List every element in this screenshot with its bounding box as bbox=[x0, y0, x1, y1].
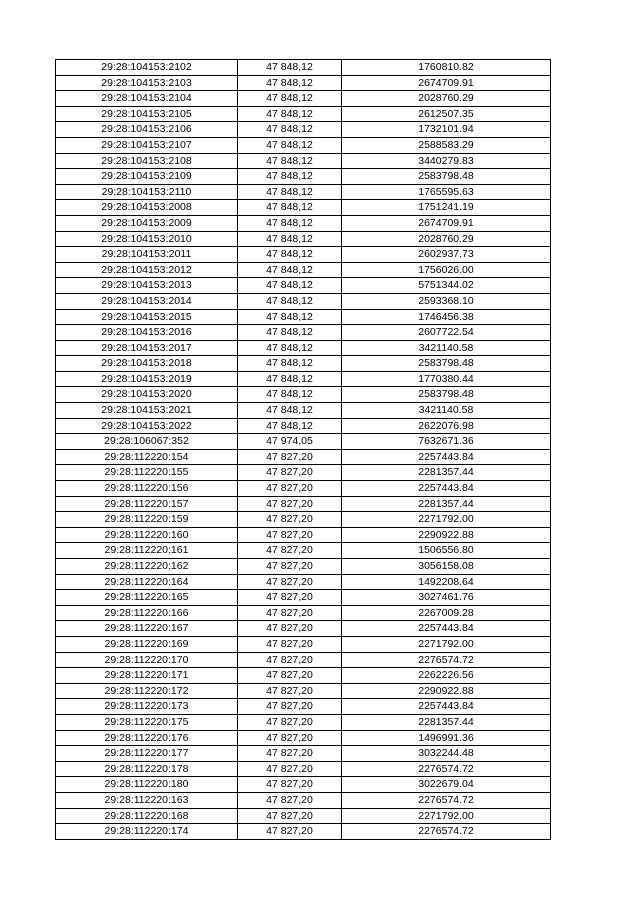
cadastral-number-cell: 29:28:104153:2017 bbox=[56, 340, 238, 356]
cadastral-number-cell: 29:28:112220:163 bbox=[56, 792, 238, 808]
cadastral-number-cell: 29:28:112220:176 bbox=[56, 730, 238, 746]
cadastral-number-cell: 29:28:112220:157 bbox=[56, 496, 238, 512]
total-value-cell: 1496991.36 bbox=[342, 730, 551, 746]
unit-value-cell: 47 827,20 bbox=[238, 636, 342, 652]
unit-value-cell: 47 848,12 bbox=[238, 309, 342, 325]
table-row bbox=[56, 605, 551, 621]
unit-value-cell: 47 827,20 bbox=[238, 465, 342, 481]
unit-value-cell: 47 848,12 bbox=[238, 75, 342, 91]
total-value-cell: 2674709.91 bbox=[342, 215, 551, 231]
cadastral-number-cell: 29:28:104153:2013 bbox=[56, 278, 238, 294]
cadastral-number-cell: 29:28:112220:175 bbox=[56, 714, 238, 730]
total-value-cell: 3421140.58 bbox=[342, 340, 551, 356]
cadastral-number-cell: 29:28:112220:156 bbox=[56, 481, 238, 497]
unit-value-cell: 47 848,12 bbox=[238, 247, 342, 263]
table-row bbox=[56, 574, 551, 590]
total-value-cell: 2583798.48 bbox=[342, 356, 551, 372]
table-row bbox=[56, 137, 551, 153]
cadastral-number-cell: 29:28:104153:2008 bbox=[56, 200, 238, 216]
unit-value-cell: 47 827,20 bbox=[238, 699, 342, 715]
total-value-cell: 1756026.00 bbox=[342, 262, 551, 278]
total-value-cell: 2276574.72 bbox=[342, 761, 551, 777]
unit-value-cell: 47 827,20 bbox=[238, 824, 342, 840]
unit-value-cell: 47 848,12 bbox=[238, 387, 342, 403]
cadastral-number-cell: 29:28:112220:160 bbox=[56, 527, 238, 543]
table-row bbox=[56, 340, 551, 356]
table-row bbox=[56, 714, 551, 730]
unit-value-cell: 47 827,20 bbox=[238, 543, 342, 559]
unit-value-cell: 47 848,12 bbox=[238, 356, 342, 372]
unit-value-cell: 47 848,12 bbox=[238, 403, 342, 419]
table-row bbox=[56, 808, 551, 824]
cadastral-number-cell: 29:28:112220:161 bbox=[56, 543, 238, 559]
cadastral-number-cell: 29:28:112220:167 bbox=[56, 621, 238, 637]
unit-value-cell: 47 848,12 bbox=[238, 106, 342, 122]
total-value-cell: 3056158.08 bbox=[342, 559, 551, 575]
cadastral-number-cell: 29:28:112220:177 bbox=[56, 746, 238, 762]
cadastral-number-cell: 29:28:112220:162 bbox=[56, 559, 238, 575]
unit-value-cell: 47 827,20 bbox=[238, 746, 342, 762]
unit-value-cell: 47 848,12 bbox=[238, 340, 342, 356]
total-value-cell: 3440279.83 bbox=[342, 153, 551, 169]
unit-value-cell: 47 827,20 bbox=[238, 683, 342, 699]
unit-value-cell: 47 974,05 bbox=[238, 434, 342, 450]
cadastral-number-cell: 29:28:112220:164 bbox=[56, 574, 238, 590]
cadastral-number-cell: 29:28:104153:2011 bbox=[56, 247, 238, 263]
table-row bbox=[56, 496, 551, 512]
total-value-cell: 2588583.29 bbox=[342, 137, 551, 153]
table-row bbox=[56, 559, 551, 575]
cadastral-number-cell: 29:28:104153:2022 bbox=[56, 418, 238, 434]
unit-value-cell: 47 848,12 bbox=[238, 418, 342, 434]
cadastral-number-cell: 29:28:112220:155 bbox=[56, 465, 238, 481]
cadastral-number-cell: 29:28:104153:2109 bbox=[56, 169, 238, 185]
unit-value-cell: 47 827,20 bbox=[238, 605, 342, 621]
unit-value-cell: 47 848,12 bbox=[238, 153, 342, 169]
unit-value-cell: 47 848,12 bbox=[238, 60, 342, 76]
unit-value-cell: 47 848,12 bbox=[238, 91, 342, 107]
table-row bbox=[56, 652, 551, 668]
unit-value-cell: 47 848,12 bbox=[238, 262, 342, 278]
unit-value-cell: 47 827,20 bbox=[238, 481, 342, 497]
total-value-cell: 2257443.84 bbox=[342, 621, 551, 637]
unit-value-cell: 47 827,20 bbox=[238, 652, 342, 668]
table-row bbox=[56, 527, 551, 543]
cadastral-number-cell: 29:28:104153:2107 bbox=[56, 137, 238, 153]
total-value-cell: 2583798.48 bbox=[342, 169, 551, 185]
unit-value-cell: 47 827,20 bbox=[238, 574, 342, 590]
table-row bbox=[56, 75, 551, 91]
table-row bbox=[56, 621, 551, 637]
total-value-cell: 2257443.84 bbox=[342, 449, 551, 465]
cadastral-number-cell: 29:28:112220:168 bbox=[56, 808, 238, 824]
total-value-cell: 2271792.00 bbox=[342, 808, 551, 824]
cadastral-number-cell: 29:28:112220:169 bbox=[56, 636, 238, 652]
unit-value-cell: 47 848,12 bbox=[238, 278, 342, 294]
total-value-cell: 2028760.29 bbox=[342, 91, 551, 107]
table-row bbox=[56, 122, 551, 138]
total-value-cell: 2290922.88 bbox=[342, 683, 551, 699]
unit-value-cell: 47 848,12 bbox=[238, 293, 342, 309]
table-row bbox=[56, 356, 551, 372]
table-row bbox=[56, 699, 551, 715]
total-value-cell: 2257443.84 bbox=[342, 481, 551, 497]
table-row bbox=[56, 481, 551, 497]
table-row bbox=[56, 730, 551, 746]
total-value-cell: 2281357.44 bbox=[342, 714, 551, 730]
table-row bbox=[56, 543, 551, 559]
cadastral-number-cell: 29:28:104153:2009 bbox=[56, 215, 238, 231]
table-row bbox=[56, 169, 551, 185]
table-row bbox=[56, 512, 551, 528]
total-value-cell: 2267009.28 bbox=[342, 605, 551, 621]
total-value-cell: 3032244.48 bbox=[342, 746, 551, 762]
cadastral-number-cell: 29:28:112220:165 bbox=[56, 590, 238, 606]
total-value-cell: 1506556.80 bbox=[342, 543, 551, 559]
unit-value-cell: 47 827,20 bbox=[238, 449, 342, 465]
cadastral-number-cell: 29:28:104153:2108 bbox=[56, 153, 238, 169]
total-value-cell: 3022679.04 bbox=[342, 777, 551, 793]
table-row bbox=[56, 777, 551, 793]
cadastral-number-cell: 29:28:104153:2019 bbox=[56, 371, 238, 387]
table-row bbox=[56, 60, 551, 76]
total-value-cell: 2276574.72 bbox=[342, 792, 551, 808]
table-row bbox=[56, 153, 551, 169]
table-row bbox=[56, 247, 551, 263]
total-value-cell: 1492208.64 bbox=[342, 574, 551, 590]
table-row bbox=[56, 184, 551, 200]
table-row bbox=[56, 746, 551, 762]
table-row bbox=[56, 792, 551, 808]
cadastral-number-cell: 29:28:112220:166 bbox=[56, 605, 238, 621]
unit-value-cell: 47 827,20 bbox=[238, 761, 342, 777]
cadastral-number-cell: 29:28:104153:2020 bbox=[56, 387, 238, 403]
table-row bbox=[56, 91, 551, 107]
table-row bbox=[56, 309, 551, 325]
cadastral-number-cell: 29:28:106067:352 bbox=[56, 434, 238, 450]
cadastral-number-cell: 29:28:104153:2105 bbox=[56, 106, 238, 122]
total-value-cell: 2262226.56 bbox=[342, 668, 551, 684]
table-row bbox=[56, 434, 551, 450]
total-value-cell: 2583798.48 bbox=[342, 387, 551, 403]
unit-value-cell: 47 827,20 bbox=[238, 808, 342, 824]
unit-value-cell: 47 827,20 bbox=[238, 527, 342, 543]
unit-value-cell: 47 848,12 bbox=[238, 231, 342, 247]
cadastral-number-cell: 29:28:104153:2103 bbox=[56, 75, 238, 91]
table-row bbox=[56, 449, 551, 465]
unit-value-cell: 47 827,20 bbox=[238, 792, 342, 808]
cadastral-number-cell: 29:28:104153:2110 bbox=[56, 184, 238, 200]
table-row bbox=[56, 403, 551, 419]
unit-value-cell: 47 827,20 bbox=[238, 590, 342, 606]
total-value-cell: 2674709.91 bbox=[342, 75, 551, 91]
total-value-cell: 2276574.72 bbox=[342, 652, 551, 668]
unit-value-cell: 47 848,12 bbox=[238, 184, 342, 200]
table-row bbox=[56, 278, 551, 294]
total-value-cell: 2276574.72 bbox=[342, 824, 551, 840]
cadastral-number-cell: 29:28:112220:172 bbox=[56, 683, 238, 699]
cadastral-number-cell: 29:28:104153:2104 bbox=[56, 91, 238, 107]
total-value-cell: 2602937.73 bbox=[342, 247, 551, 263]
unit-value-cell: 47 848,12 bbox=[238, 137, 342, 153]
unit-value-cell: 47 848,12 bbox=[238, 325, 342, 341]
total-value-cell: 2028760.29 bbox=[342, 231, 551, 247]
cadastral-number-cell: 29:28:104153:2016 bbox=[56, 325, 238, 341]
total-value-cell: 2271792.00 bbox=[342, 512, 551, 528]
total-value-cell: 1760810.82 bbox=[342, 60, 551, 76]
unit-value-cell: 47 827,20 bbox=[238, 512, 342, 528]
cadastral-number-cell: 29:28:112220:171 bbox=[56, 668, 238, 684]
unit-value-cell: 47 827,20 bbox=[238, 714, 342, 730]
table-row bbox=[56, 106, 551, 122]
table-row bbox=[56, 683, 551, 699]
cadastral-number-cell: 29:28:112220:170 bbox=[56, 652, 238, 668]
cadastral-number-cell: 29:28:104153:2012 bbox=[56, 262, 238, 278]
table-row bbox=[56, 387, 551, 403]
cadastral-value-table bbox=[55, 59, 551, 840]
table-row bbox=[56, 590, 551, 606]
unit-value-cell: 47 827,20 bbox=[238, 621, 342, 637]
table-row bbox=[56, 262, 551, 278]
total-value-cell: 2281357.44 bbox=[342, 496, 551, 512]
total-value-cell: 2607722.54 bbox=[342, 325, 551, 341]
total-value-cell: 1746456.38 bbox=[342, 309, 551, 325]
total-value-cell: 1765595.63 bbox=[342, 184, 551, 200]
table-row bbox=[56, 293, 551, 309]
total-value-cell: 2593368.10 bbox=[342, 293, 551, 309]
cadastral-number-cell: 29:28:104153:2102 bbox=[56, 60, 238, 76]
table-body bbox=[56, 60, 551, 840]
unit-value-cell: 47 827,20 bbox=[238, 777, 342, 793]
total-value-cell: 2290922.88 bbox=[342, 527, 551, 543]
total-value-cell: 7632671.36 bbox=[342, 434, 551, 450]
table-row bbox=[56, 636, 551, 652]
table-row bbox=[56, 371, 551, 387]
cadastral-number-cell: 29:28:112220:159 bbox=[56, 512, 238, 528]
cadastral-number-cell: 29:28:104153:2018 bbox=[56, 356, 238, 372]
table-row bbox=[56, 761, 551, 777]
table-row bbox=[56, 200, 551, 216]
total-value-cell: 3421140.58 bbox=[342, 403, 551, 419]
total-value-cell: 3027461.76 bbox=[342, 590, 551, 606]
unit-value-cell: 47 848,12 bbox=[238, 215, 342, 231]
unit-value-cell: 47 848,12 bbox=[238, 122, 342, 138]
cadastral-number-cell: 29:28:104153:2014 bbox=[56, 293, 238, 309]
cadastral-number-cell: 29:28:112220:173 bbox=[56, 699, 238, 715]
table-row bbox=[56, 418, 551, 434]
unit-value-cell: 47 848,12 bbox=[238, 169, 342, 185]
total-value-cell: 5751344.02 bbox=[342, 278, 551, 294]
total-value-cell: 1751241.19 bbox=[342, 200, 551, 216]
total-value-cell: 2622076.98 bbox=[342, 418, 551, 434]
total-value-cell: 2612507.35 bbox=[342, 106, 551, 122]
cadastral-number-cell: 29:28:104153:2106 bbox=[56, 122, 238, 138]
table-row bbox=[56, 325, 551, 341]
table-row bbox=[56, 215, 551, 231]
unit-value-cell: 47 827,20 bbox=[238, 668, 342, 684]
cadastral-number-cell: 29:28:104153:2010 bbox=[56, 231, 238, 247]
cadastral-number-cell: 29:28:104153:2015 bbox=[56, 309, 238, 325]
cadastral-number-cell: 29:28:112220:180 bbox=[56, 777, 238, 793]
total-value-cell: 1732101.94 bbox=[342, 122, 551, 138]
table-row bbox=[56, 824, 551, 840]
table-row bbox=[56, 231, 551, 247]
total-value-cell: 2281357.44 bbox=[342, 465, 551, 481]
total-value-cell: 1770380.44 bbox=[342, 371, 551, 387]
unit-value-cell: 47 848,12 bbox=[238, 371, 342, 387]
cadastral-number-cell: 29:28:112220:178 bbox=[56, 761, 238, 777]
table-row bbox=[56, 465, 551, 481]
total-value-cell: 2271792.00 bbox=[342, 636, 551, 652]
cadastral-number-cell: 29:28:112220:174 bbox=[56, 824, 238, 840]
unit-value-cell: 47 827,20 bbox=[238, 496, 342, 512]
unit-value-cell: 47 848,12 bbox=[238, 200, 342, 216]
unit-value-cell: 47 827,20 bbox=[238, 559, 342, 575]
unit-value-cell: 47 827,20 bbox=[238, 730, 342, 746]
cadastral-number-cell: 29:28:104153:2021 bbox=[56, 403, 238, 419]
cadastral-number-cell: 29:28:112220:154 bbox=[56, 449, 238, 465]
table-row bbox=[56, 668, 551, 684]
total-value-cell: 2257443.84 bbox=[342, 699, 551, 715]
